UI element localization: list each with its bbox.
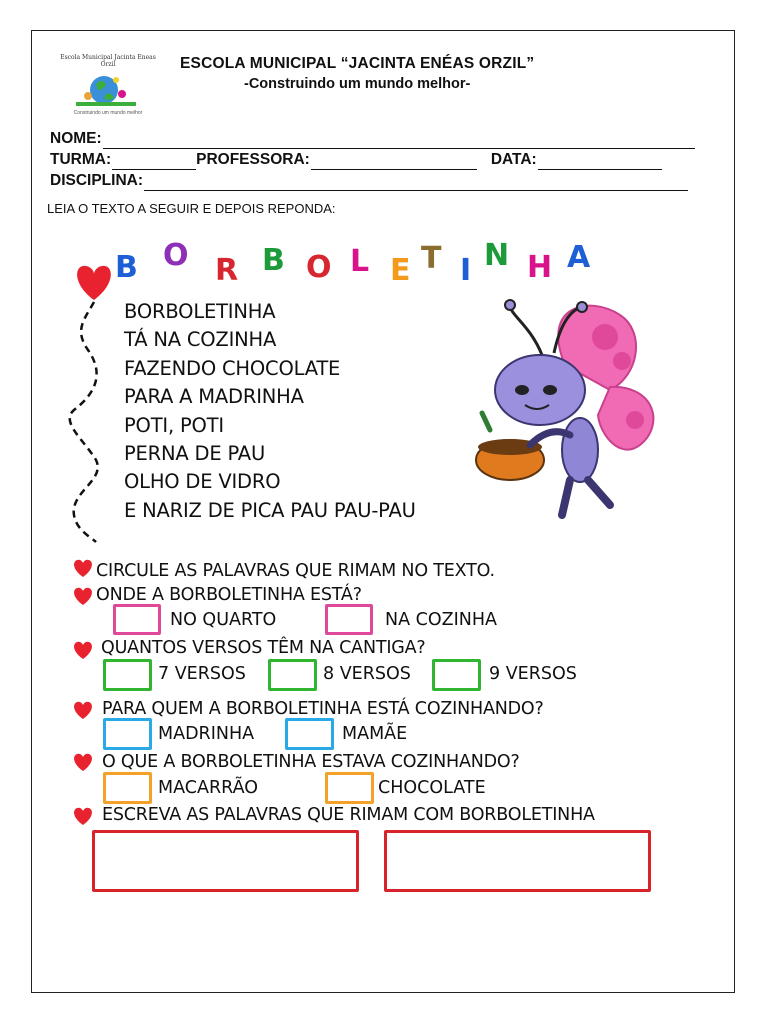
- checkbox-macarrao[interactable]: [103, 772, 152, 804]
- checkbox-chocolate[interactable]: [325, 772, 374, 804]
- option-7-versos: 7 VERSOS: [158, 664, 246, 684]
- title-letter: O: [306, 250, 332, 285]
- checkbox-na-cozinha[interactable]: [325, 604, 373, 635]
- option-mamae: MAMÃE: [342, 724, 408, 744]
- heart-icon: [77, 266, 111, 300]
- title-letter: R: [215, 253, 239, 288]
- checkbox-no-quarto[interactable]: [113, 604, 161, 635]
- school-logo: [54, 54, 162, 120]
- butterfly-illustration: [470, 295, 670, 525]
- nome-row: [50, 128, 710, 149]
- logo-bottom-text: Construindo um mundo melhor: [73, 110, 143, 116]
- turma-row: [50, 149, 710, 170]
- question-5: O QUE A BORBOLETINHA ESTAVA COZINHANDO?: [102, 752, 520, 772]
- title-letter: I: [460, 253, 472, 288]
- option-8-versos: 8 VERSOS: [323, 664, 411, 684]
- data-label: DATA:: [490, 151, 537, 168]
- title-letter: E: [390, 253, 411, 288]
- title-letter: A: [567, 240, 591, 275]
- checkbox-7-versos[interactable]: [103, 659, 152, 691]
- school-name: ESCOLA MUNICIPAL “JACINTA ENÉAS ORZIL”: [180, 55, 535, 72]
- disciplina-label: DISCIPLINA:: [50, 172, 143, 189]
- option-madrinha: MADRINHA: [158, 724, 255, 744]
- option-chocolate: CHOCOLATE: [378, 778, 486, 798]
- heart-bullet-icon: [72, 700, 94, 720]
- turma-field[interactable]: [112, 155, 196, 170]
- poem-line: OLHO DE VIDRO: [124, 470, 281, 494]
- title-letter: O: [163, 238, 189, 273]
- instruction-text: LEIA O TEXTO A SEGUIR E DEPOIS REPONDA:: [47, 201, 336, 216]
- heart-bullet-icon: [72, 558, 94, 578]
- title-letter: B: [262, 243, 285, 278]
- checkbox-madrinha[interactable]: [103, 718, 152, 750]
- turma-label: TURMA:: [50, 151, 112, 168]
- title-letter: N: [484, 238, 510, 273]
- nome-field[interactable]: [103, 134, 695, 149]
- poem-line: TÁ NA COZINHA: [124, 328, 277, 352]
- option-no-quarto: NO QUARTO: [170, 610, 277, 630]
- data-field[interactable]: [538, 155, 662, 170]
- heart-bullet-icon: [72, 640, 94, 660]
- question-3: QUANTOS VERSOS TÊM NA CANTIGA?: [101, 638, 426, 658]
- title-letter: H: [527, 250, 553, 285]
- option-9-versos: 9 VERSOS: [489, 664, 577, 684]
- title-letter: T: [421, 241, 442, 276]
- question-6: ESCREVA AS PALAVRAS QUE RIMAM COM BORBOLETINHA: [102, 805, 595, 825]
- title-letter: L: [350, 244, 370, 279]
- option-macarrao: MACARRÃO: [158, 778, 259, 798]
- answer-box-2[interactable]: [384, 830, 651, 892]
- poem-text: [124, 298, 416, 525]
- poem-line: PARA A MADRINHA: [124, 385, 304, 409]
- poem-line: FAZENDO CHOCOLATE: [124, 356, 341, 380]
- professora-field[interactable]: [311, 155, 477, 170]
- school-motto: -Construindo um mundo melhor-: [244, 76, 471, 92]
- disciplina-field[interactable]: [144, 176, 688, 191]
- logo-top-text: Escola Municipal Jacinta Eneas Orzil: [60, 54, 156, 68]
- checkbox-9-versos[interactable]: [432, 659, 481, 691]
- checkbox-8-versos[interactable]: [268, 659, 317, 691]
- professora-label: PROFESSORA:: [196, 151, 310, 168]
- question-4: PARA QUEM A BORBOLETINHA ESTÁ COZINHANDO?: [102, 699, 544, 719]
- heart-bullet-icon: [72, 752, 94, 772]
- question-2: ONDE A BORBOLETINHA ESTÁ?: [96, 585, 362, 605]
- poem-line: PERNA DE PAU: [124, 442, 266, 466]
- disciplina-row: [50, 170, 710, 191]
- title-letter: B: [115, 250, 138, 285]
- heart-bullet-icon: [72, 586, 94, 606]
- decorative-heart-vine: [64, 260, 124, 550]
- question-1: CIRCULE AS PALAVRAS QUE RIMAM NO TEXTO.: [96, 561, 495, 581]
- poem-line: POTI, POTI: [124, 413, 224, 437]
- poem-line: E NARIZ DE PICA PAU PAU-PAU: [124, 498, 416, 522]
- nome-label: NOME:: [50, 130, 102, 147]
- answer-box-1[interactable]: [92, 830, 359, 892]
- checkbox-mamae[interactable]: [285, 718, 334, 750]
- poem-line: BORBOLETINHA: [124, 300, 276, 323]
- option-na-cozinha: NA COZINHA: [385, 610, 497, 630]
- heart-bullet-icon: [72, 806, 94, 826]
- student-info-form: [50, 128, 710, 191]
